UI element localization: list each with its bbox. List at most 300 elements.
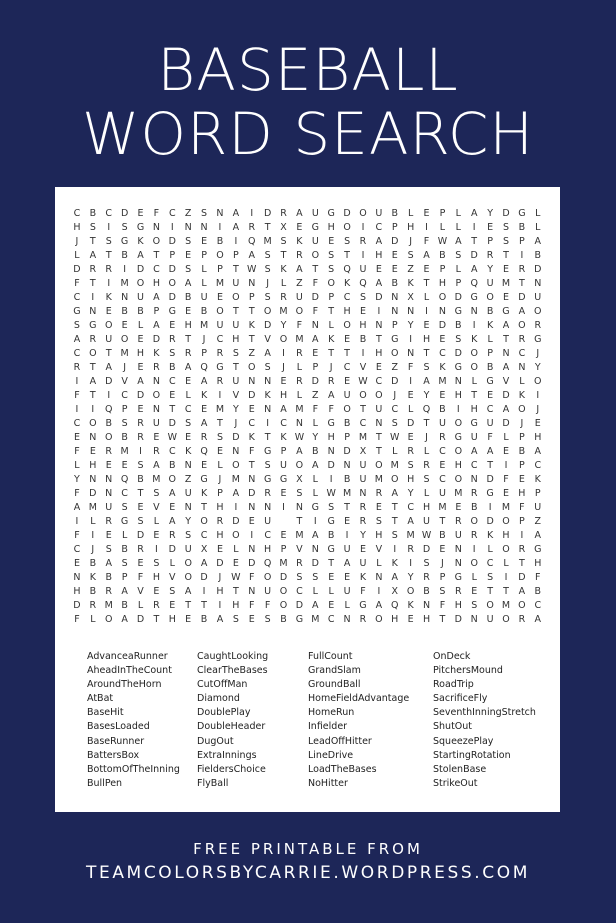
- grid-letter: R: [455, 516, 462, 528]
- grid-letter: N: [89, 306, 97, 318]
- grid-letter: B: [486, 362, 494, 374]
- grid-letter: R: [423, 572, 430, 584]
- grid-letter: L: [471, 572, 477, 584]
- grid-letter: C: [121, 488, 128, 500]
- grid-letter: I: [377, 306, 381, 318]
- grid-letter: O: [279, 334, 288, 346]
- word-list-item: SacrificeFly: [433, 693, 488, 705]
- grid-letter: K: [248, 432, 255, 444]
- grid-letter: Y: [487, 208, 493, 219]
- grid-letter: I: [139, 446, 142, 458]
- grid-letter: S: [344, 236, 351, 248]
- grid-letter: T: [248, 306, 255, 318]
- grid-letter: M: [120, 278, 129, 290]
- grid-letter: G: [454, 362, 462, 374]
- grid-letter: W: [167, 432, 177, 444]
- word-list-item: RoadTrip: [433, 679, 474, 691]
- grid-letter: O: [359, 208, 367, 219]
- grid-letter: R: [137, 418, 144, 430]
- grid-letter: O: [518, 404, 526, 416]
- grid-letter: T: [312, 264, 319, 276]
- grid-letter: I: [250, 530, 254, 542]
- grid-letter: E: [137, 208, 144, 219]
- grid-letter: F: [249, 446, 255, 458]
- grid-letter: H: [454, 390, 462, 402]
- grid-letter: G: [216, 362, 224, 374]
- grid-letter: O: [518, 600, 526, 612]
- grid-letter: C: [375, 222, 383, 234]
- grid-letter: A: [73, 502, 81, 514]
- grid-letter: B: [534, 586, 542, 598]
- grid-letter: J: [520, 418, 524, 430]
- grid-letter: K: [89, 572, 96, 584]
- grid-letter: F: [328, 404, 334, 416]
- grid-letter: E: [137, 502, 144, 514]
- grid-letter: K: [486, 530, 494, 542]
- grid-letter: H: [232, 334, 240, 346]
- grid-letter: C: [73, 348, 81, 360]
- grid-letter: G: [470, 292, 478, 304]
- grid-letter: I: [520, 250, 524, 262]
- grid-letter: H: [375, 250, 383, 262]
- grid-letter: A: [169, 516, 176, 528]
- grid-letter: C: [486, 404, 494, 416]
- grid-letter: I: [202, 586, 206, 598]
- grid-letter: G: [327, 516, 335, 528]
- grid-letter: A: [296, 264, 303, 276]
- grid-letter: C: [184, 404, 192, 416]
- grid-letter: S: [232, 614, 239, 626]
- grid-letter: L: [74, 460, 80, 472]
- grid-letter: C: [105, 208, 113, 219]
- grid-letter: L: [376, 558, 382, 570]
- grid-letter: C: [153, 264, 160, 276]
- grid-letter: G: [89, 320, 97, 332]
- grid-letter: O: [470, 362, 478, 374]
- grid-letter: B: [137, 306, 144, 318]
- grid-letter: B: [89, 558, 97, 570]
- word-column: [308, 650, 433, 791]
- grid-letter: N: [391, 306, 399, 318]
- word-list-item: SeventhInningStretch: [433, 707, 536, 719]
- grid-letter: P: [312, 362, 319, 374]
- grid-letter: R: [359, 502, 367, 514]
- grid-letter: M: [215, 278, 225, 290]
- grid-letter: E: [439, 460, 446, 472]
- grid-letter: K: [439, 362, 446, 374]
- grid-letter: U: [375, 404, 383, 416]
- grid-letter: K: [534, 474, 541, 486]
- grid-letter: R: [296, 348, 303, 360]
- grid-letter: O: [343, 320, 351, 332]
- grid-letter: Y: [360, 530, 366, 542]
- grid-letter: N: [327, 446, 335, 458]
- grid-letter: I: [472, 544, 476, 556]
- grid-letter: T: [232, 306, 239, 318]
- grid-letter: E: [73, 432, 80, 444]
- grid-letter: D: [136, 390, 145, 402]
- grid-letter: B: [89, 586, 97, 598]
- grid-letter: O: [232, 460, 240, 472]
- grid-letter: Z: [407, 264, 414, 276]
- grid-letter: E: [248, 404, 255, 416]
- grid-letter: D: [454, 348, 462, 360]
- grid-letter: B: [169, 362, 176, 374]
- grid-letter: P: [519, 516, 525, 528]
- grid-letter: D: [73, 600, 81, 612]
- grid-letter: N: [391, 292, 399, 304]
- grid-letter: N: [470, 306, 478, 318]
- grid-letter: S: [407, 460, 414, 472]
- grid-letter: N: [454, 558, 462, 570]
- grid-letter: U: [534, 502, 542, 514]
- grid-letter: B: [439, 530, 446, 542]
- grid-letter: H: [168, 614, 176, 626]
- grid-letter: D: [248, 558, 256, 570]
- grid-letter: R: [168, 334, 176, 346]
- grid-letter: D: [168, 418, 176, 430]
- word-list-item: LeadOffHitter: [308, 735, 372, 747]
- grid-letter: R: [470, 530, 478, 542]
- grid-letter: P: [248, 292, 255, 304]
- grid-letter: R: [184, 348, 192, 360]
- grid-letter: R: [248, 222, 256, 234]
- grid-letter: S: [391, 418, 398, 430]
- grid-letter: C: [200, 530, 208, 542]
- grid-letter: C: [73, 292, 81, 304]
- grid-letter: M: [311, 614, 320, 626]
- grid-letter: K: [328, 334, 335, 346]
- grid-letter: L: [535, 222, 541, 234]
- grid-letter: L: [503, 558, 509, 570]
- grid-letter: R: [359, 614, 367, 626]
- grid-letter: R: [439, 432, 446, 444]
- grid-letter: C: [518, 348, 526, 360]
- grid-letter: J: [536, 348, 540, 360]
- grid-letter: B: [343, 418, 351, 430]
- grid-letter: A: [153, 292, 160, 304]
- word-list-item: BaseHit: [87, 707, 124, 719]
- grid-letter: I: [75, 404, 79, 416]
- grid-letter: D: [248, 390, 256, 402]
- grid-letter: V: [296, 544, 303, 556]
- grid-letter: W: [437, 236, 448, 248]
- grid-letter: I: [361, 222, 365, 234]
- grid-letter: D: [136, 530, 145, 542]
- grid-letter: J: [234, 418, 238, 430]
- grid-letter: P: [439, 208, 446, 219]
- grid-letter: I: [472, 222, 476, 234]
- grid-letter: T: [344, 250, 350, 262]
- grid-letter: B: [312, 446, 319, 458]
- grid-letter: I: [520, 530, 524, 542]
- grid-letter: G: [486, 376, 494, 388]
- grid-letter: U: [232, 320, 240, 332]
- grid-letter: Q: [470, 278, 478, 290]
- grid-letter: L: [423, 446, 430, 458]
- grid-letter: N: [311, 544, 319, 556]
- grid-letter: N: [248, 586, 256, 598]
- grid-letter: V: [375, 544, 383, 556]
- grid-letter: J: [202, 334, 206, 346]
- grid-letter: I: [107, 390, 111, 402]
- grid-letter: K: [359, 572, 367, 584]
- grid-letter: L: [503, 432, 509, 444]
- grid-letter: D: [327, 460, 335, 472]
- grid-letter: L: [455, 208, 461, 219]
- grid-letter: E: [232, 558, 239, 570]
- grid-letter: Q: [359, 278, 367, 290]
- grid-letter: A: [216, 614, 224, 626]
- grid-letter: M: [199, 320, 209, 332]
- grid-letter: G: [391, 334, 399, 346]
- grid-letter: D: [263, 208, 272, 219]
- grid-letter: P: [201, 250, 207, 262]
- grid-letter: T: [375, 446, 382, 458]
- word-list-item: NoHitter: [308, 777, 348, 789]
- grid-letter: A: [105, 558, 112, 570]
- grid-letter: B: [327, 530, 335, 542]
- grid-letter: O: [438, 292, 447, 304]
- grid-letter: O: [343, 222, 351, 234]
- grid-letter: T: [89, 390, 96, 402]
- grid-letter: S: [201, 208, 208, 219]
- grid-letter: D: [73, 264, 81, 276]
- grid-letter: H: [216, 502, 224, 514]
- grid-letter: A: [470, 446, 478, 458]
- grid-letter: E: [359, 544, 366, 556]
- grid-letter: T: [185, 600, 192, 612]
- grid-letter: E: [185, 614, 192, 626]
- grid-letter: T: [137, 488, 144, 500]
- grid-letter: H: [136, 348, 145, 360]
- grid-letter: S: [423, 362, 430, 374]
- grid-letter: B: [169, 460, 176, 472]
- grid-letter: O: [200, 516, 208, 528]
- grid-letter: E: [391, 250, 398, 262]
- grid-letter: E: [502, 488, 509, 500]
- grid-letter: A: [312, 334, 319, 346]
- grid-letter: N: [375, 418, 383, 430]
- grid-letter: P: [534, 488, 541, 500]
- grid-letter: L: [137, 600, 144, 612]
- word-list-item: GroundBall: [308, 679, 361, 691]
- grid-letter: D: [502, 390, 510, 402]
- grid-letter: T: [232, 362, 239, 374]
- grid-letter: A: [502, 362, 510, 374]
- grid-letter: H: [73, 222, 81, 234]
- grid-letter: L: [328, 586, 334, 598]
- grid-letter: N: [534, 278, 542, 290]
- grid-letter: H: [327, 222, 335, 234]
- grid-letter: W: [247, 264, 257, 276]
- grid-letter: E: [296, 222, 303, 234]
- grid-letter: O: [518, 320, 526, 332]
- grid-letter: T: [105, 250, 112, 262]
- grid-letter: R: [534, 320, 542, 332]
- grid-letter: V: [232, 390, 240, 402]
- grid-letter: O: [534, 306, 542, 318]
- grid-letter: J: [425, 432, 428, 444]
- grid-letter: C: [168, 376, 176, 388]
- grid-letter: G: [168, 306, 176, 318]
- grid-letter: G: [200, 474, 208, 486]
- grid-letter: C: [534, 460, 542, 472]
- grid-letter: G: [518, 208, 526, 219]
- grid-letter: B: [343, 474, 351, 486]
- grid-letter: K: [391, 558, 398, 570]
- grid-letter: G: [263, 446, 272, 458]
- grid-letter: N: [105, 488, 113, 500]
- grid-letter: T: [328, 306, 335, 318]
- grid-letter: A: [296, 446, 303, 458]
- grid-letter: M: [231, 474, 240, 486]
- grid-letter: A: [153, 320, 160, 332]
- grid-letter: O: [263, 572, 272, 584]
- grid-letter: T: [471, 390, 478, 402]
- grid-letter: Q: [422, 404, 431, 416]
- grid-letter: S: [455, 250, 462, 262]
- grid-letter: V: [359, 362, 367, 374]
- grid-letter: E: [439, 390, 446, 402]
- word-list-item: PitchersMound: [433, 665, 503, 677]
- grid-letter: P: [487, 236, 493, 248]
- grid-letter: T: [185, 334, 192, 346]
- grid-letter: E: [248, 516, 255, 528]
- grid-letter: S: [169, 348, 176, 360]
- grid-letter: A: [534, 446, 542, 458]
- grid-letter: A: [121, 586, 128, 598]
- grid-letter: A: [502, 320, 510, 332]
- word-list-item: LineDrive: [308, 749, 354, 761]
- grid-letter: G: [502, 306, 510, 318]
- grid-letter: A: [105, 362, 112, 374]
- grid-letter: U: [264, 586, 272, 598]
- word-list-item: StolenBase: [433, 763, 487, 775]
- grid-letter: D: [518, 292, 526, 304]
- grid-letter: R: [153, 600, 160, 612]
- grid-letter: D: [502, 418, 510, 430]
- grid-letter: S: [296, 488, 303, 500]
- grid-letter: E: [423, 208, 430, 219]
- grid-letter: F: [312, 306, 319, 318]
- grid-letter: O: [359, 390, 367, 402]
- word-list-item: ClearTheBases: [197, 665, 268, 677]
- grid-letter: E: [280, 376, 287, 388]
- grid-letter: L: [296, 390, 303, 402]
- grid-letter: R: [296, 250, 303, 262]
- grid-letter: R: [423, 460, 430, 472]
- grid-letter: D: [311, 376, 319, 388]
- grid-letter: D: [263, 320, 272, 332]
- grid-letter: O: [375, 460, 383, 472]
- grid-letter: E: [248, 614, 255, 626]
- grid-letter: R: [359, 236, 367, 248]
- grid-letter: H: [184, 320, 192, 332]
- grid-letter: E: [375, 362, 382, 374]
- grid-letter: U: [311, 236, 319, 248]
- grid-letter: A: [423, 376, 430, 388]
- grid-letter: Y: [534, 362, 541, 374]
- grid-letter: R: [153, 446, 160, 458]
- grid-letter: M: [438, 376, 447, 388]
- grid-letter: D: [470, 250, 478, 262]
- grid-letter: M: [120, 446, 129, 458]
- grid-letter: U: [486, 614, 494, 626]
- grid-letter: I: [456, 404, 460, 416]
- grid-letter: N: [248, 376, 256, 388]
- grid-letter: N: [375, 572, 383, 584]
- grid-letter: U: [184, 488, 192, 500]
- grid-letter: O: [502, 544, 510, 556]
- grid-letter: S: [391, 530, 398, 542]
- grid-letter: R: [168, 530, 176, 542]
- grid-letter: F: [312, 278, 319, 290]
- grid-letter: O: [152, 390, 161, 402]
- grid-letter: M: [358, 432, 368, 444]
- grid-letter: S: [121, 418, 128, 430]
- grid-letter: P: [280, 446, 287, 458]
- grid-letter: C: [359, 418, 367, 430]
- grid-letter: S: [359, 292, 366, 304]
- grid-letter: D: [375, 292, 383, 304]
- grid-letter: O: [343, 404, 351, 416]
- grid-letter: H: [454, 460, 462, 472]
- grid-letter: I: [75, 516, 79, 528]
- grid-letter: E: [185, 306, 192, 318]
- grid-letter: M: [454, 488, 463, 500]
- grid-letter: K: [137, 236, 144, 248]
- grid-letter: E: [137, 404, 144, 416]
- word-list-item: ExtraInnings: [197, 749, 257, 761]
- grid-letter: K: [153, 348, 160, 360]
- grid-letter: E: [73, 558, 80, 570]
- grid-letter: K: [280, 264, 287, 276]
- grid-letter: Y: [280, 320, 287, 332]
- grid-letter: Q: [391, 600, 399, 612]
- grid-letter: P: [439, 572, 446, 584]
- grid-letter: H: [73, 586, 81, 598]
- grid-letter: N: [216, 208, 224, 219]
- grid-letter: B: [216, 236, 224, 248]
- grid-letter: D: [311, 558, 319, 570]
- grid-letter: F: [74, 390, 80, 402]
- grid-letter: Y: [423, 390, 430, 402]
- grid-letter: A: [184, 278, 192, 290]
- grid-letter: L: [201, 278, 207, 290]
- grid-letter: R: [280, 208, 287, 219]
- grid-letter: E: [137, 558, 144, 570]
- grid-letter: W: [326, 488, 336, 500]
- grid-letter: S: [328, 264, 335, 276]
- grid-letter: T: [375, 432, 382, 444]
- grid-letter: M: [501, 600, 511, 612]
- grid-letter: H: [454, 600, 462, 612]
- grid-letter: M: [295, 530, 304, 542]
- grid-letter: F: [249, 600, 255, 612]
- grid-letter: R: [518, 544, 526, 556]
- grid-letter: O: [327, 278, 335, 290]
- grid-letter: R: [105, 516, 113, 528]
- title-line-2: WORD SEARCH: [81, 100, 535, 168]
- grid-letter: X: [407, 292, 414, 304]
- grid-letter: P: [328, 292, 335, 304]
- grid-letter: F: [137, 572, 144, 584]
- grid-letter: S: [153, 488, 160, 500]
- grid-letter: Z: [296, 278, 303, 290]
- grid-letter: E: [185, 376, 192, 388]
- grid-letter: U: [295, 292, 303, 304]
